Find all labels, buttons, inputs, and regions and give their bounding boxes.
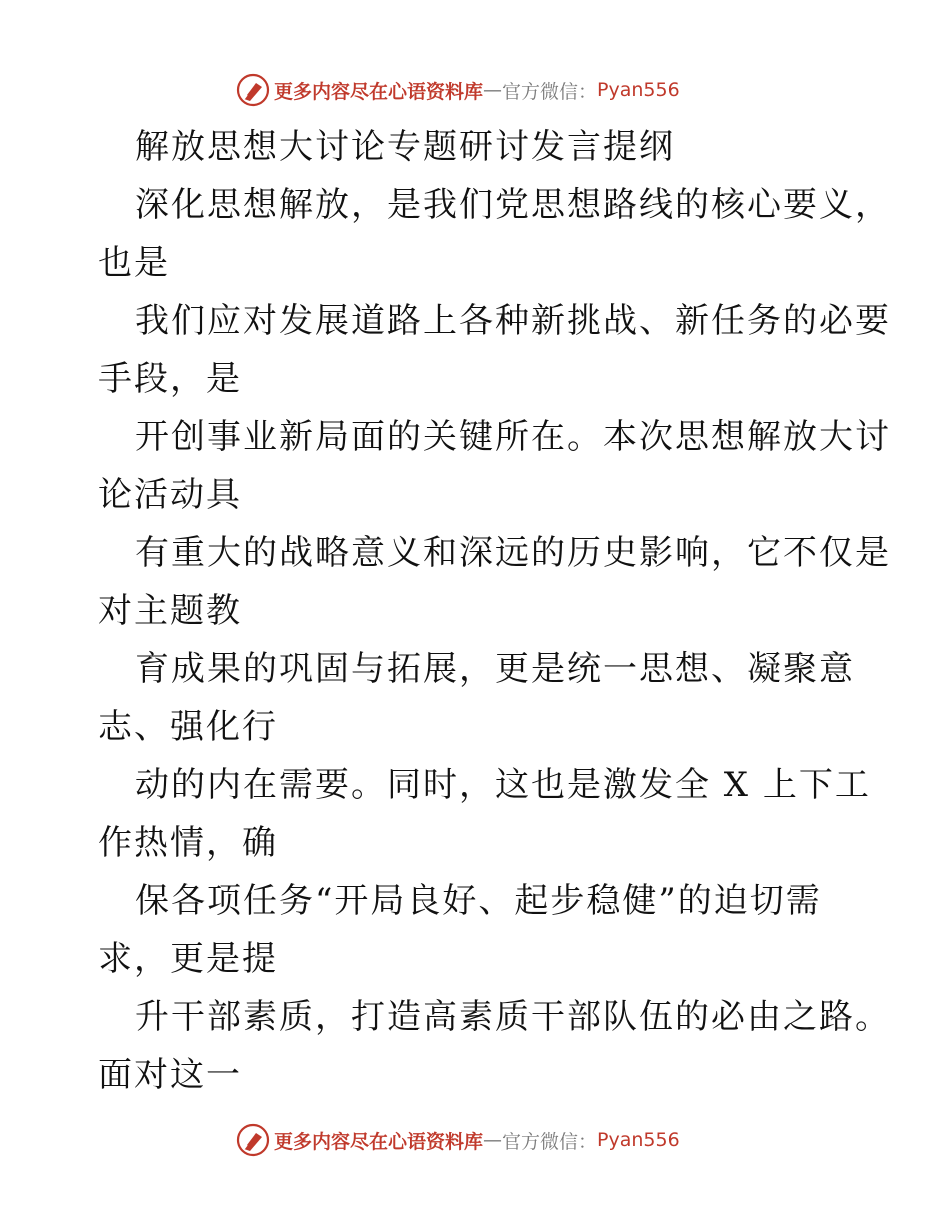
- text-line: 动的内在需要。同时，这也是激发全 X 上下工: [135, 765, 871, 805]
- text-line: 对主题教: [98, 591, 242, 631]
- text-line: 志、强化行: [98, 707, 278, 747]
- text-line: 深化思想解放，是我们党思想路线的核心要义，: [135, 185, 891, 225]
- text-line: 面对这一: [98, 1055, 242, 1095]
- footer-watermark: [236, 1122, 680, 1158]
- header-watermark: [236, 72, 680, 108]
- watermark-separator: —: [483, 1129, 503, 1151]
- watermark-separator: —: [483, 79, 503, 101]
- watermark-id: Pyan556: [597, 79, 680, 101]
- pen-nib-logo-icon: [236, 73, 270, 107]
- pen-nib-logo-icon: [236, 1123, 270, 1157]
- text-line: 育成果的巩固与拓展，更是统一思想、凝聚意: [135, 649, 855, 689]
- watermark-label: 官方微信：: [502, 80, 598, 103]
- document-title: 解放思想大讨论专题研讨发言提纲: [135, 127, 675, 167]
- text-line: 升干部素质，打造高素质干部队伍的必由之路。: [135, 997, 891, 1037]
- text-line: 也是: [98, 243, 170, 283]
- text-line: 手段，是: [98, 359, 242, 399]
- text-line: 有重大的战略意义和深远的历史影响，它不仅是: [135, 533, 891, 573]
- watermark-label: 官方微信：: [502, 1130, 598, 1153]
- text-line: 开创事业新局面的关键所在。本次思想解放大讨: [135, 417, 891, 457]
- text-line: 我们应对发展道路上各种新挑战、新任务的必要: [135, 301, 891, 341]
- text-line: 求，更是提: [98, 939, 278, 979]
- text-line: 保各项任务“开局良好、起步稳健”的迫切需: [135, 881, 822, 921]
- watermark-title: 更多内容尽在心语资料库: [274, 1130, 484, 1153]
- watermark-id: Pyan556: [597, 1129, 680, 1151]
- text-line: 论活动具: [98, 475, 242, 515]
- text-line: 作热情，确: [98, 823, 278, 863]
- watermark-title: 更多内容尽在心语资料库: [274, 80, 484, 103]
